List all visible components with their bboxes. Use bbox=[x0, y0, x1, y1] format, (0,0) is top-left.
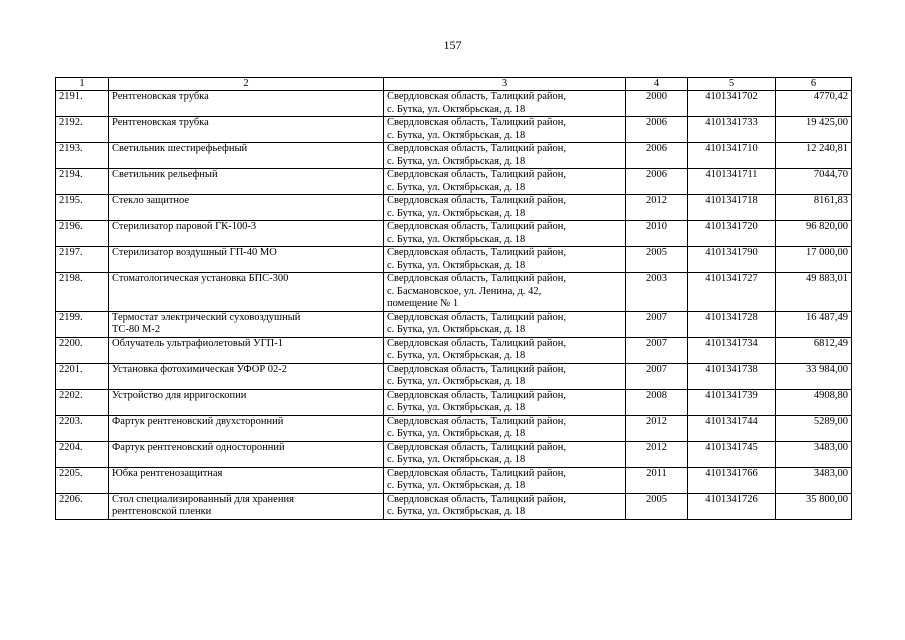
item-name-cell bbox=[109, 117, 384, 143]
item-name-cell-line: Стоматологическая установка БПС-300 bbox=[112, 273, 289, 284]
column-number-row bbox=[56, 78, 852, 91]
table-row bbox=[56, 467, 852, 493]
cost-cell: 4770,42 bbox=[776, 91, 852, 117]
address-cell-line: с. Бутка, ул. Октябрьская, д. 18 bbox=[387, 181, 526, 193]
row-number-cell: 2197. bbox=[56, 247, 109, 273]
item-name-cell bbox=[109, 493, 384, 519]
year-cell: 2005 bbox=[626, 493, 688, 519]
inventory-number-cell: 4101341727 bbox=[688, 273, 776, 312]
item-name-cell-line: Стерилизатор паровой ГК-100-3 bbox=[112, 221, 257, 232]
item-name-cell-line: Термостат электрический суховоздушный bbox=[112, 311, 301, 323]
item-name-cell bbox=[109, 389, 384, 415]
address-cell bbox=[384, 143, 626, 169]
row-number-cell: 2204. bbox=[56, 441, 109, 467]
inventory-number-cell: 4101341718 bbox=[688, 195, 776, 221]
address-cell-line: Свердловская область, Талицкий район, bbox=[387, 221, 567, 232]
row-number-cell: 2196. bbox=[56, 221, 109, 247]
item-name-cell bbox=[109, 441, 384, 467]
table-row bbox=[56, 363, 852, 389]
address-cell-line: с. Бутка, ул. Октябрьская, д. 18 bbox=[387, 376, 526, 387]
cost-cell: 35 800,00 bbox=[776, 493, 852, 519]
cost-cell: 12 240,81 bbox=[776, 143, 852, 169]
item-name-cell-line: Установка фотохимическая УФОР 02-2 bbox=[112, 363, 288, 375]
address-cell-line: с. Басмановское, ул. Ленина, д. 42, bbox=[387, 285, 542, 297]
address-cell bbox=[384, 169, 626, 195]
cost-cell: 17 000,00 bbox=[776, 247, 852, 273]
year-cell: 2007 bbox=[626, 363, 688, 389]
column-header-2: 2 bbox=[109, 78, 384, 91]
year-cell: 2012 bbox=[626, 415, 688, 441]
year-cell: 2006 bbox=[626, 143, 688, 169]
inventory-number-cell: 4101341720 bbox=[688, 221, 776, 247]
item-name-cell bbox=[109, 311, 384, 337]
cost-cell: 4908,80 bbox=[776, 389, 852, 415]
year-cell: 2006 bbox=[626, 169, 688, 195]
item-name-cell-line: ТС-80 М-2 bbox=[112, 324, 161, 335]
address-cell-line: помещение № 1 bbox=[387, 298, 459, 309]
column-header-5: 5 bbox=[688, 78, 776, 91]
item-name-cell-line: Светильник шестирефьефный bbox=[112, 143, 248, 154]
item-name-cell bbox=[109, 195, 384, 221]
column-header-3: 3 bbox=[384, 78, 626, 91]
item-name-cell-line: рентгеновской пленки bbox=[112, 506, 212, 517]
address-cell-line: с. Бутка, ул. Октябрьская, д. 18 bbox=[387, 454, 526, 465]
address-cell bbox=[384, 311, 626, 337]
table-row bbox=[56, 169, 852, 195]
address-cell bbox=[384, 273, 626, 312]
year-cell: 2010 bbox=[626, 221, 688, 247]
table-row bbox=[56, 195, 852, 221]
row-number-cell: 2202. bbox=[56, 389, 109, 415]
year-cell: 2007 bbox=[626, 311, 688, 337]
inventory-number-cell: 4101341790 bbox=[688, 247, 776, 273]
address-cell-line: Свердловская область, Талицкий район, bbox=[387, 273, 567, 284]
year-cell: 2000 bbox=[626, 91, 688, 117]
cost-cell: 49 883,01 bbox=[776, 273, 852, 312]
address-cell-line: с. Бутка, ул. Октябрьская, д. 18 bbox=[387, 350, 526, 361]
address-cell-line: Свердловская область, Талицкий район, bbox=[387, 493, 567, 505]
inventory-number-cell: 4101341745 bbox=[688, 441, 776, 467]
item-name-cell bbox=[109, 337, 384, 363]
inventory-number-cell: 4101341738 bbox=[688, 363, 776, 389]
table-row bbox=[56, 415, 852, 441]
address-cell bbox=[384, 389, 626, 415]
table-row bbox=[56, 337, 852, 363]
address-cell-line: с. Бутка, ул. Октябрьская, д. 18 bbox=[387, 402, 526, 413]
table-row bbox=[56, 311, 852, 337]
column-header-6: 6 bbox=[776, 78, 852, 91]
address-cell-line: Свердловская область, Талицкий район, bbox=[387, 117, 567, 128]
item-name-cell-line: Рентгеновская трубка bbox=[112, 91, 209, 102]
table-row bbox=[56, 273, 852, 312]
inventory-number-cell: 4101341733 bbox=[688, 117, 776, 143]
inventory-number-cell: 4101341739 bbox=[688, 389, 776, 415]
item-name-cell bbox=[109, 247, 384, 273]
cost-cell: 3483,00 bbox=[776, 467, 852, 493]
year-cell: 2011 bbox=[626, 467, 688, 493]
item-name-cell bbox=[109, 143, 384, 169]
address-cell-line: Свердловская область, Талицкий район, bbox=[387, 467, 567, 479]
inventory-number-cell: 4101341711 bbox=[688, 169, 776, 195]
row-number-cell: 2191. bbox=[56, 91, 109, 117]
address-cell-line: с. Бутка, ул. Октябрьская, д. 18 bbox=[387, 259, 526, 271]
inventory-number-cell: 4101341744 bbox=[688, 415, 776, 441]
row-number-cell: 2201. bbox=[56, 363, 109, 389]
registry-body bbox=[56, 91, 852, 520]
item-name-cell-line: Устройство для ирригоскопии bbox=[112, 389, 247, 401]
address-cell-line: Свердловская область, Талицкий район, bbox=[387, 91, 567, 102]
year-cell: 2006 bbox=[626, 117, 688, 143]
address-cell-line: с. Бутка, ул. Октябрьская, д. 18 bbox=[387, 207, 526, 219]
item-name-cell bbox=[109, 169, 384, 195]
address-cell-line: Свердловская область, Талицкий район, bbox=[387, 415, 567, 427]
item-name-cell bbox=[109, 467, 384, 493]
row-number-cell: 2195. bbox=[56, 195, 109, 221]
address-cell bbox=[384, 91, 626, 117]
cost-cell: 7044,70 bbox=[776, 169, 852, 195]
item-name-cell-line: Стекло защитное bbox=[112, 195, 190, 206]
cost-cell: 6812,49 bbox=[776, 337, 852, 363]
address-cell-line: Свердловская область, Талицкий район, bbox=[387, 169, 567, 180]
address-cell bbox=[384, 415, 626, 441]
address-cell bbox=[384, 441, 626, 467]
row-number-cell: 2194. bbox=[56, 169, 109, 195]
row-number-cell: 2206. bbox=[56, 493, 109, 519]
inventory-number-cell: 4101341766 bbox=[688, 467, 776, 493]
table-row bbox=[56, 493, 852, 519]
item-name-cell-line: Облучатель ультрафиолетовый УГП-1 bbox=[112, 337, 283, 349]
address-cell-line: Свердловская область, Талицкий район, bbox=[387, 247, 567, 258]
address-cell bbox=[384, 493, 626, 519]
cost-cell: 33 984,00 bbox=[776, 363, 852, 389]
address-cell-line: с. Бутка, ул. Октябрьская, д. 18 bbox=[387, 506, 526, 517]
table-row bbox=[56, 91, 852, 117]
row-number-cell: 2203. bbox=[56, 415, 109, 441]
address-cell-line: с. Бутка, ул. Октябрьская, д. 18 bbox=[387, 324, 526, 335]
item-name-cell-line: Стол специализированный для хранения bbox=[112, 493, 294, 505]
address-cell bbox=[384, 117, 626, 143]
item-name-cell-line: Фартук рентгеновский односторонний bbox=[112, 441, 285, 453]
property-registry-table bbox=[55, 77, 852, 520]
cost-cell: 96 820,00 bbox=[776, 221, 852, 247]
row-number-cell: 2193. bbox=[56, 143, 109, 169]
item-name-cell-line: Юбка рентгенозащитная bbox=[112, 467, 223, 479]
address-cell-line: Свердловская область, Талицкий район, bbox=[387, 311, 567, 323]
inventory-number-cell: 4101341702 bbox=[688, 91, 776, 117]
column-header-4: 4 bbox=[626, 78, 688, 91]
address-cell-line: Свердловская область, Талицкий район, bbox=[387, 441, 567, 453]
year-cell: 2012 bbox=[626, 195, 688, 221]
address-cell-line: с. Бутка, ул. Октябрьская, д. 18 bbox=[387, 155, 526, 167]
address-cell bbox=[384, 221, 626, 247]
table-row bbox=[56, 441, 852, 467]
year-cell: 2007 bbox=[626, 337, 688, 363]
address-cell bbox=[384, 195, 626, 221]
item-name-cell bbox=[109, 221, 384, 247]
address-cell-line: Свердловская область, Талицкий район, bbox=[387, 195, 567, 206]
item-name-cell bbox=[109, 273, 384, 312]
row-number-cell: 2200. bbox=[56, 337, 109, 363]
address-cell-line: с. Бутка, ул. Октябрьская, д. 18 bbox=[387, 428, 526, 439]
inventory-number-cell: 4101341734 bbox=[688, 337, 776, 363]
address-cell-line: с. Бутка, ул. Октябрьская, д. 18 bbox=[387, 103, 526, 115]
row-number-cell: 2199. bbox=[56, 311, 109, 337]
table-row bbox=[56, 389, 852, 415]
year-cell: 2012 bbox=[626, 441, 688, 467]
inventory-number-cell: 4101341710 bbox=[688, 143, 776, 169]
inventory-number-cell: 4101341726 bbox=[688, 493, 776, 519]
address-cell bbox=[384, 467, 626, 493]
address-cell-line: с. Бутка, ул. Октябрьская, д. 18 bbox=[387, 233, 526, 245]
cost-cell: 5289,00 bbox=[776, 415, 852, 441]
table-row bbox=[56, 117, 852, 143]
page-number: 157 bbox=[443, 38, 462, 52]
row-number-cell: 2192. bbox=[56, 117, 109, 143]
column-header-1: 1 bbox=[56, 78, 109, 91]
item-name-cell bbox=[109, 415, 384, 441]
item-name-cell bbox=[109, 363, 384, 389]
address-cell-line: с. Бутка, ул. Октябрьская, д. 18 bbox=[387, 129, 526, 141]
cost-cell: 16 487,49 bbox=[776, 311, 852, 337]
address-cell bbox=[384, 363, 626, 389]
row-number-cell: 2205. bbox=[56, 467, 109, 493]
item-name-cell bbox=[109, 91, 384, 117]
table-row bbox=[56, 143, 852, 169]
address-cell bbox=[384, 337, 626, 363]
row-number-cell: 2198. bbox=[56, 273, 109, 312]
address-cell-line: Свердловская область, Талицкий район, bbox=[387, 389, 567, 401]
cost-cell: 3483,00 bbox=[776, 441, 852, 467]
address-cell bbox=[384, 247, 626, 273]
cost-cell: 8161,83 bbox=[776, 195, 852, 221]
item-name-cell-line: Рентгеновская трубка bbox=[112, 117, 209, 128]
cost-cell: 19 425,00 bbox=[776, 117, 852, 143]
table-row bbox=[56, 221, 852, 247]
address-cell-line: Свердловская область, Талицкий район, bbox=[387, 363, 567, 375]
address-cell-line: с. Бутка, ул. Октябрьская, д. 18 bbox=[387, 480, 526, 491]
item-name-cell-line: Светильник рельефный bbox=[112, 169, 218, 180]
year-cell: 2008 bbox=[626, 389, 688, 415]
item-name-cell-line: Фартук рентгеновский двухсторонний bbox=[112, 415, 284, 427]
table-row bbox=[56, 247, 852, 273]
address-cell-line: Свердловская область, Талицкий район, bbox=[387, 337, 567, 349]
year-cell: 2005 bbox=[626, 247, 688, 273]
address-cell-line: Свердловская область, Талицкий район, bbox=[387, 143, 567, 154]
item-name-cell-line: Стерилизатор воздушный ГП-40 МО bbox=[112, 247, 277, 258]
inventory-number-cell: 4101341728 bbox=[688, 311, 776, 337]
year-cell: 2003 bbox=[626, 273, 688, 312]
